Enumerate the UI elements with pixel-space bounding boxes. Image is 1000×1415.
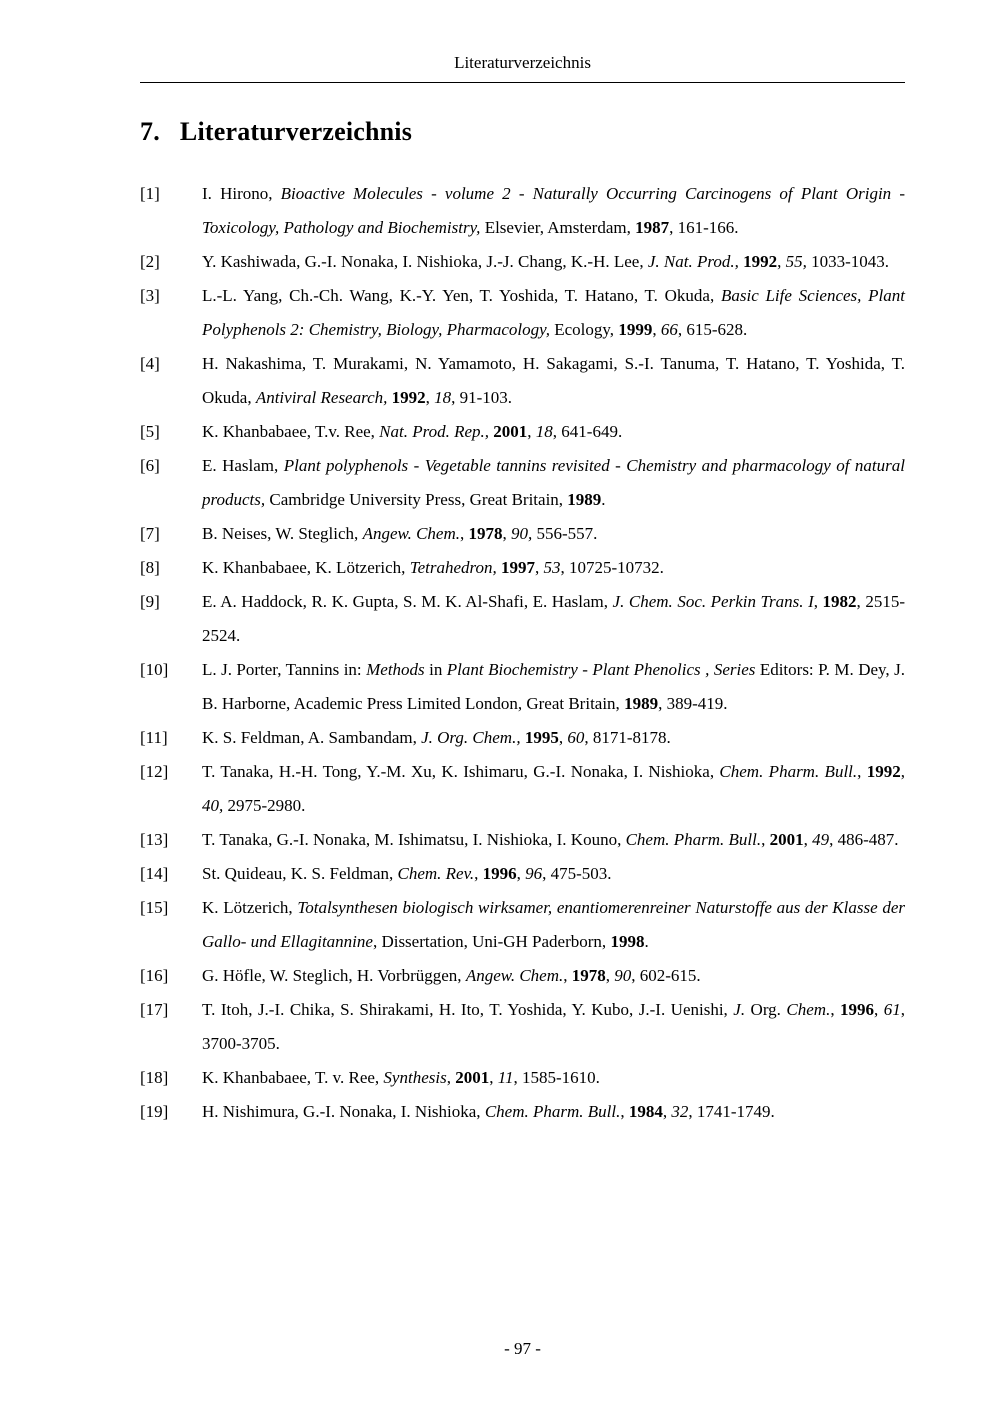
reference-segment: , <box>830 1000 841 1019</box>
reference-segment: 1978 <box>571 966 606 985</box>
reference-segment: Chem. Pharm. Bull. <box>625 830 762 849</box>
reference-segment: H. Nakashima, T. Murakami, N. Yamamoto, H. Sakagami, S.-I. Tanuma, T. Hatano, T. Yoshida, T. Okuda, <box>202 354 905 407</box>
running-head <box>140 52 905 74</box>
reference-segment: 11 <box>497 1068 514 1087</box>
reference-segment: 2001 <box>493 422 528 441</box>
reference-segment: , 615-628. <box>677 320 748 339</box>
reference-label: [10] <box>140 660 169 679</box>
reference-segment: 2001 <box>769 830 804 849</box>
reference-segment: 90, <box>510 524 533 543</box>
reference-segment: , <box>563 966 572 985</box>
reference-segment: Synthesis <box>383 1068 447 1087</box>
reference-text <box>202 857 905 891</box>
reference-segment: 60 <box>567 728 585 747</box>
page-number: - 97 - <box>504 1339 541 1358</box>
reference-segment: K. Khanbabaee, T. v. Ree, <box>202 1068 384 1087</box>
reference-segment: 40, <box>202 796 224 815</box>
reference-segment: , <box>474 864 483 883</box>
reference-segment: Chem. Pharm. Bull. <box>484 1102 621 1121</box>
reference-item <box>140 721 905 755</box>
reference-text <box>202 959 905 993</box>
reference-segment: , 486-487. <box>829 830 899 849</box>
reference-label: [15] <box>140 898 169 917</box>
reference-segment: Angew. Chem. <box>465 966 564 985</box>
reference-segment: 49 <box>812 830 830 849</box>
reference-text <box>202 551 905 585</box>
reference-segment: , <box>874 1000 884 1019</box>
reference-segment: 2975-2980. <box>223 796 306 815</box>
reference-text <box>202 177 905 245</box>
reference-segment: , 10725-10732. <box>560 558 664 577</box>
reference-segment: I. Hirono, <box>202 184 281 203</box>
reference-segment: 18 <box>535 422 553 441</box>
reference-segment: K. Khanbabaee, T.v. Ree, <box>202 422 380 441</box>
reference-segment: L. J. Porter, Tannins in: <box>202 660 367 679</box>
reference-segment: 90 <box>614 966 632 985</box>
reference-segment: Totalsynthesen biologisch wirksamer, enantiomerenreiner Naturstoffe aus der Klasse der Gallo- und Ellagitannine <box>202 898 906 951</box>
chapter-title <box>140 117 905 147</box>
reference-segment: , <box>620 1102 629 1121</box>
reference-segment: Y. Kashiwada, G.-I. Nonaka, I. Nishioka, J.-J. Chang, K.-H. Lee, <box>202 252 648 271</box>
reference-segment: 1978 <box>468 524 503 543</box>
reference-segment: , <box>425 388 435 407</box>
reference-text <box>202 1095 905 1129</box>
reference-segment: 53 <box>543 558 561 577</box>
reference-segment: Org. <box>745 1000 787 1019</box>
reference-item <box>140 517 905 551</box>
reference-label: [12] <box>140 762 169 781</box>
reference-label: [9] <box>140 592 160 611</box>
reference-segment: , <box>535 558 544 577</box>
reference-segment: T. Itoh, J.-I. Chika, S. Shirakami, H. Ito, T. Yoshida, Y. Kubo, J.-I. Uenishi, <box>202 1000 734 1019</box>
reference-segment: Methods <box>366 660 425 679</box>
reference-label: [7] <box>140 524 160 543</box>
reference-segment: 96 <box>525 864 543 883</box>
reference-segment: Basic Life Sciences, Plant Polyphenols 2: Chemistry, Biology, Pharmacology, <box>202 286 905 339</box>
reference-segment: 1999 <box>618 320 653 339</box>
reference-segment: 32 <box>671 1102 689 1121</box>
reference-text <box>202 653 905 721</box>
reference-segment: K. Lötzerich, <box>202 898 298 917</box>
reference-segment: T. Tanaka, H.-H. Tong, Y.-M. Xu, K. Ishimaru, G.-I. Nonaka, I. Nishioka, <box>202 762 720 781</box>
reference-item <box>140 993 905 1061</box>
reference-segment: Chem. Rev. <box>397 864 475 883</box>
reference-segment: , 8171-8178. <box>584 728 671 747</box>
reference-segment: 1033-1043. <box>806 252 889 271</box>
reference-segment: , <box>813 592 823 611</box>
reference-text <box>202 993 905 1061</box>
reference-segment: 55, <box>785 252 807 271</box>
reference-item <box>140 551 905 585</box>
reference-segment: , <box>516 864 526 883</box>
reference-segment: 1992 <box>391 388 426 407</box>
reference-segment: K. S. Feldman, A. Sambandam, <box>202 728 422 747</box>
reference-segment: 556-557. <box>532 524 598 543</box>
reference-text <box>202 279 905 347</box>
reference-label: [16] <box>140 966 169 985</box>
reference-segment: , <box>900 762 905 781</box>
reference-segment: St. Quideau, K. S. Feldman, <box>202 864 398 883</box>
header-rule <box>140 82 905 83</box>
reference-item <box>140 585 905 653</box>
page-footer <box>140 1339 905 1359</box>
reference-segment: 1982 <box>822 592 857 611</box>
running-head-title: Literaturverzeichnis <box>454 53 591 72</box>
reference-item <box>140 653 905 721</box>
reference-segment: 1989 <box>624 694 659 713</box>
reference-segment: , <box>502 524 511 543</box>
reference-text <box>202 449 905 517</box>
reference-segment: in <box>424 660 447 679</box>
reference-segment: E. Haslam, <box>202 456 284 475</box>
reference-text <box>202 517 905 551</box>
reference-segment: Tetrahedron, <box>409 558 497 577</box>
reference-item <box>140 959 905 993</box>
reference-segment: J. <box>733 1000 746 1019</box>
reference-segment: 1992 <box>866 762 901 781</box>
reference-segment: , 161-166. <box>669 218 739 237</box>
reference-item <box>140 347 905 415</box>
reference-label: [14] <box>140 864 169 883</box>
reference-label: [8] <box>140 558 160 577</box>
reference-segment: , <box>605 966 615 985</box>
reference-segment: , <box>527 422 536 441</box>
reference-label: [13] <box>140 830 169 849</box>
reference-segment: H. Nishimura, G.-I. Nonaka, I. Nishioka, <box>202 1102 485 1121</box>
reference-item <box>140 279 905 347</box>
reference-segment: , <box>459 524 469 543</box>
reference-segment: , 1585-1610. <box>513 1068 600 1087</box>
reference-segment: , <box>652 320 661 339</box>
reference-text <box>202 823 905 857</box>
reference-label: [1] <box>140 184 160 203</box>
reference-list <box>140 177 905 1129</box>
reference-segment: Editors: P. M. Dey, J. B. Harborne, Academic Press Limited London, Great Britain, <box>202 660 905 713</box>
reference-label: [5] <box>140 422 160 441</box>
reference-segment: , 91-103. <box>451 388 513 407</box>
reference-segment: Plant Biochemistry - Plant Phenolics , Series <box>446 660 756 679</box>
reference-segment: 1997 <box>501 558 535 577</box>
reference-text <box>202 891 905 959</box>
reference-segment: 1992 <box>743 252 778 271</box>
reference-segment: , 2515-2524. <box>202 592 906 645</box>
reference-item <box>140 1061 905 1095</box>
reference-segment: Cambridge University Press, Great Britain, <box>265 490 568 509</box>
reference-item <box>140 449 905 517</box>
reference-segment: B. Neises, W. Steglich, <box>202 524 363 543</box>
reference-segment: , Dissertation, Uni-GH Paderborn, <box>372 932 611 951</box>
reference-segment: 1989 <box>567 490 602 509</box>
reference-label: [17] <box>140 1000 169 1019</box>
reference-segment: Plant polyphenols - Vegetable tannins revisited - Chemistry and pharmacology of natural products, <box>202 456 905 509</box>
reference-segment: , 1741-1749. <box>688 1102 775 1121</box>
reference-item <box>140 823 905 857</box>
reference-text <box>202 347 905 415</box>
reference-segment: , <box>558 728 568 747</box>
reference-segment: 1996 <box>840 1000 875 1019</box>
reference-text <box>202 245 905 279</box>
reference-text <box>202 415 905 449</box>
reference-item <box>140 891 905 959</box>
reference-label: [6] <box>140 456 160 475</box>
reference-segment: J. Nat. Prod., <box>647 252 739 271</box>
reference-segment: , <box>446 1068 456 1087</box>
reference-segment: Bioactive Molecules - volume 2 - Naturally Occurring Carcinogens of Plant Origin - Toxicology, Pathology and Biochemistry, <box>202 184 905 237</box>
reference-segment: 18 <box>434 388 452 407</box>
reference-segment: Antiviral Research, <box>255 388 388 407</box>
reference-segment: 1984 <box>628 1102 663 1121</box>
reference-item <box>140 755 905 823</box>
reference-label: [11] <box>140 728 168 747</box>
reference-segment: L.-L. Yang, Ch.-Ch. Wang, K.-Y. Yen, T. Yoshida, T. Hatano, T. Okuda, <box>202 286 721 305</box>
reference-segment: , <box>662 1102 672 1121</box>
reference-segment: , <box>777 252 786 271</box>
reference-segment: Angew. Chem. <box>362 524 460 543</box>
reference-segment: J. Org. Chem., <box>421 728 521 747</box>
reference-segment: , 641-649. <box>552 422 623 441</box>
reference-item <box>140 1095 905 1129</box>
reference-segment: J. Chem. Soc. Perkin Trans. I <box>612 592 814 611</box>
reference-segment: . <box>644 932 649 951</box>
reference-segment: T. Tanaka, G.-I. Nonaka, M. Ishimatsu, I. Nishioka, I. Kouno, <box>202 830 626 849</box>
reference-segment: Elsevier, Amsterdam, <box>480 218 636 237</box>
reference-item <box>140 857 905 891</box>
reference-item <box>140 177 905 245</box>
reference-segment: , 3700-3705. <box>202 1000 906 1053</box>
reference-segment: 61 <box>883 1000 901 1019</box>
reference-segment: , <box>803 830 813 849</box>
reference-segment: 1998 <box>610 932 645 951</box>
reference-segment: 1987 <box>635 218 670 237</box>
reference-label: [18] <box>140 1068 169 1087</box>
reference-item <box>140 245 905 279</box>
reference-segment: 2001 <box>455 1068 490 1087</box>
chapter-title-text: Literaturverzeichnis <box>179 117 413 146</box>
reference-segment: K. Khanbabaee, K. Lötzerich, <box>202 558 410 577</box>
reference-label: [4] <box>140 354 160 373</box>
reference-segment: Nat. Prod. Rep., <box>379 422 490 441</box>
reference-segment: , 602-615. <box>631 966 701 985</box>
reference-text <box>202 1061 905 1095</box>
reference-segment: 1996 <box>482 864 517 883</box>
reference-label: [19] <box>140 1102 169 1121</box>
reference-segment: , <box>761 830 770 849</box>
reference-segment: E. A. Haddock, R. K. Gupta, S. M. K. Al-Shafi, E. Haslam, <box>202 592 613 611</box>
reference-segment: G. Höfle, W. Steglich, H. Vorbrüggen, <box>202 966 466 985</box>
reference-segment: , 475-503. <box>542 864 612 883</box>
reference-segment: 66 <box>660 320 678 339</box>
reference-segment: Ecology, <box>550 320 619 339</box>
reference-segment: 1995 <box>524 728 559 747</box>
reference-segment: Chem. <box>786 1000 831 1019</box>
reference-text <box>202 721 905 755</box>
reference-label: [3] <box>140 286 160 305</box>
reference-text <box>202 585 905 653</box>
reference-segment: , <box>857 762 867 781</box>
reference-segment: Chem. Pharm. Bull. <box>719 762 858 781</box>
reference-segment: . <box>601 490 606 509</box>
reference-text <box>202 755 905 823</box>
reference-item <box>140 415 905 449</box>
reference-segment: , <box>489 1068 498 1087</box>
chapter-number: 7. <box>140 117 160 146</box>
reference-label: [2] <box>140 252 160 271</box>
reference-segment: , 389-419. <box>658 694 728 713</box>
